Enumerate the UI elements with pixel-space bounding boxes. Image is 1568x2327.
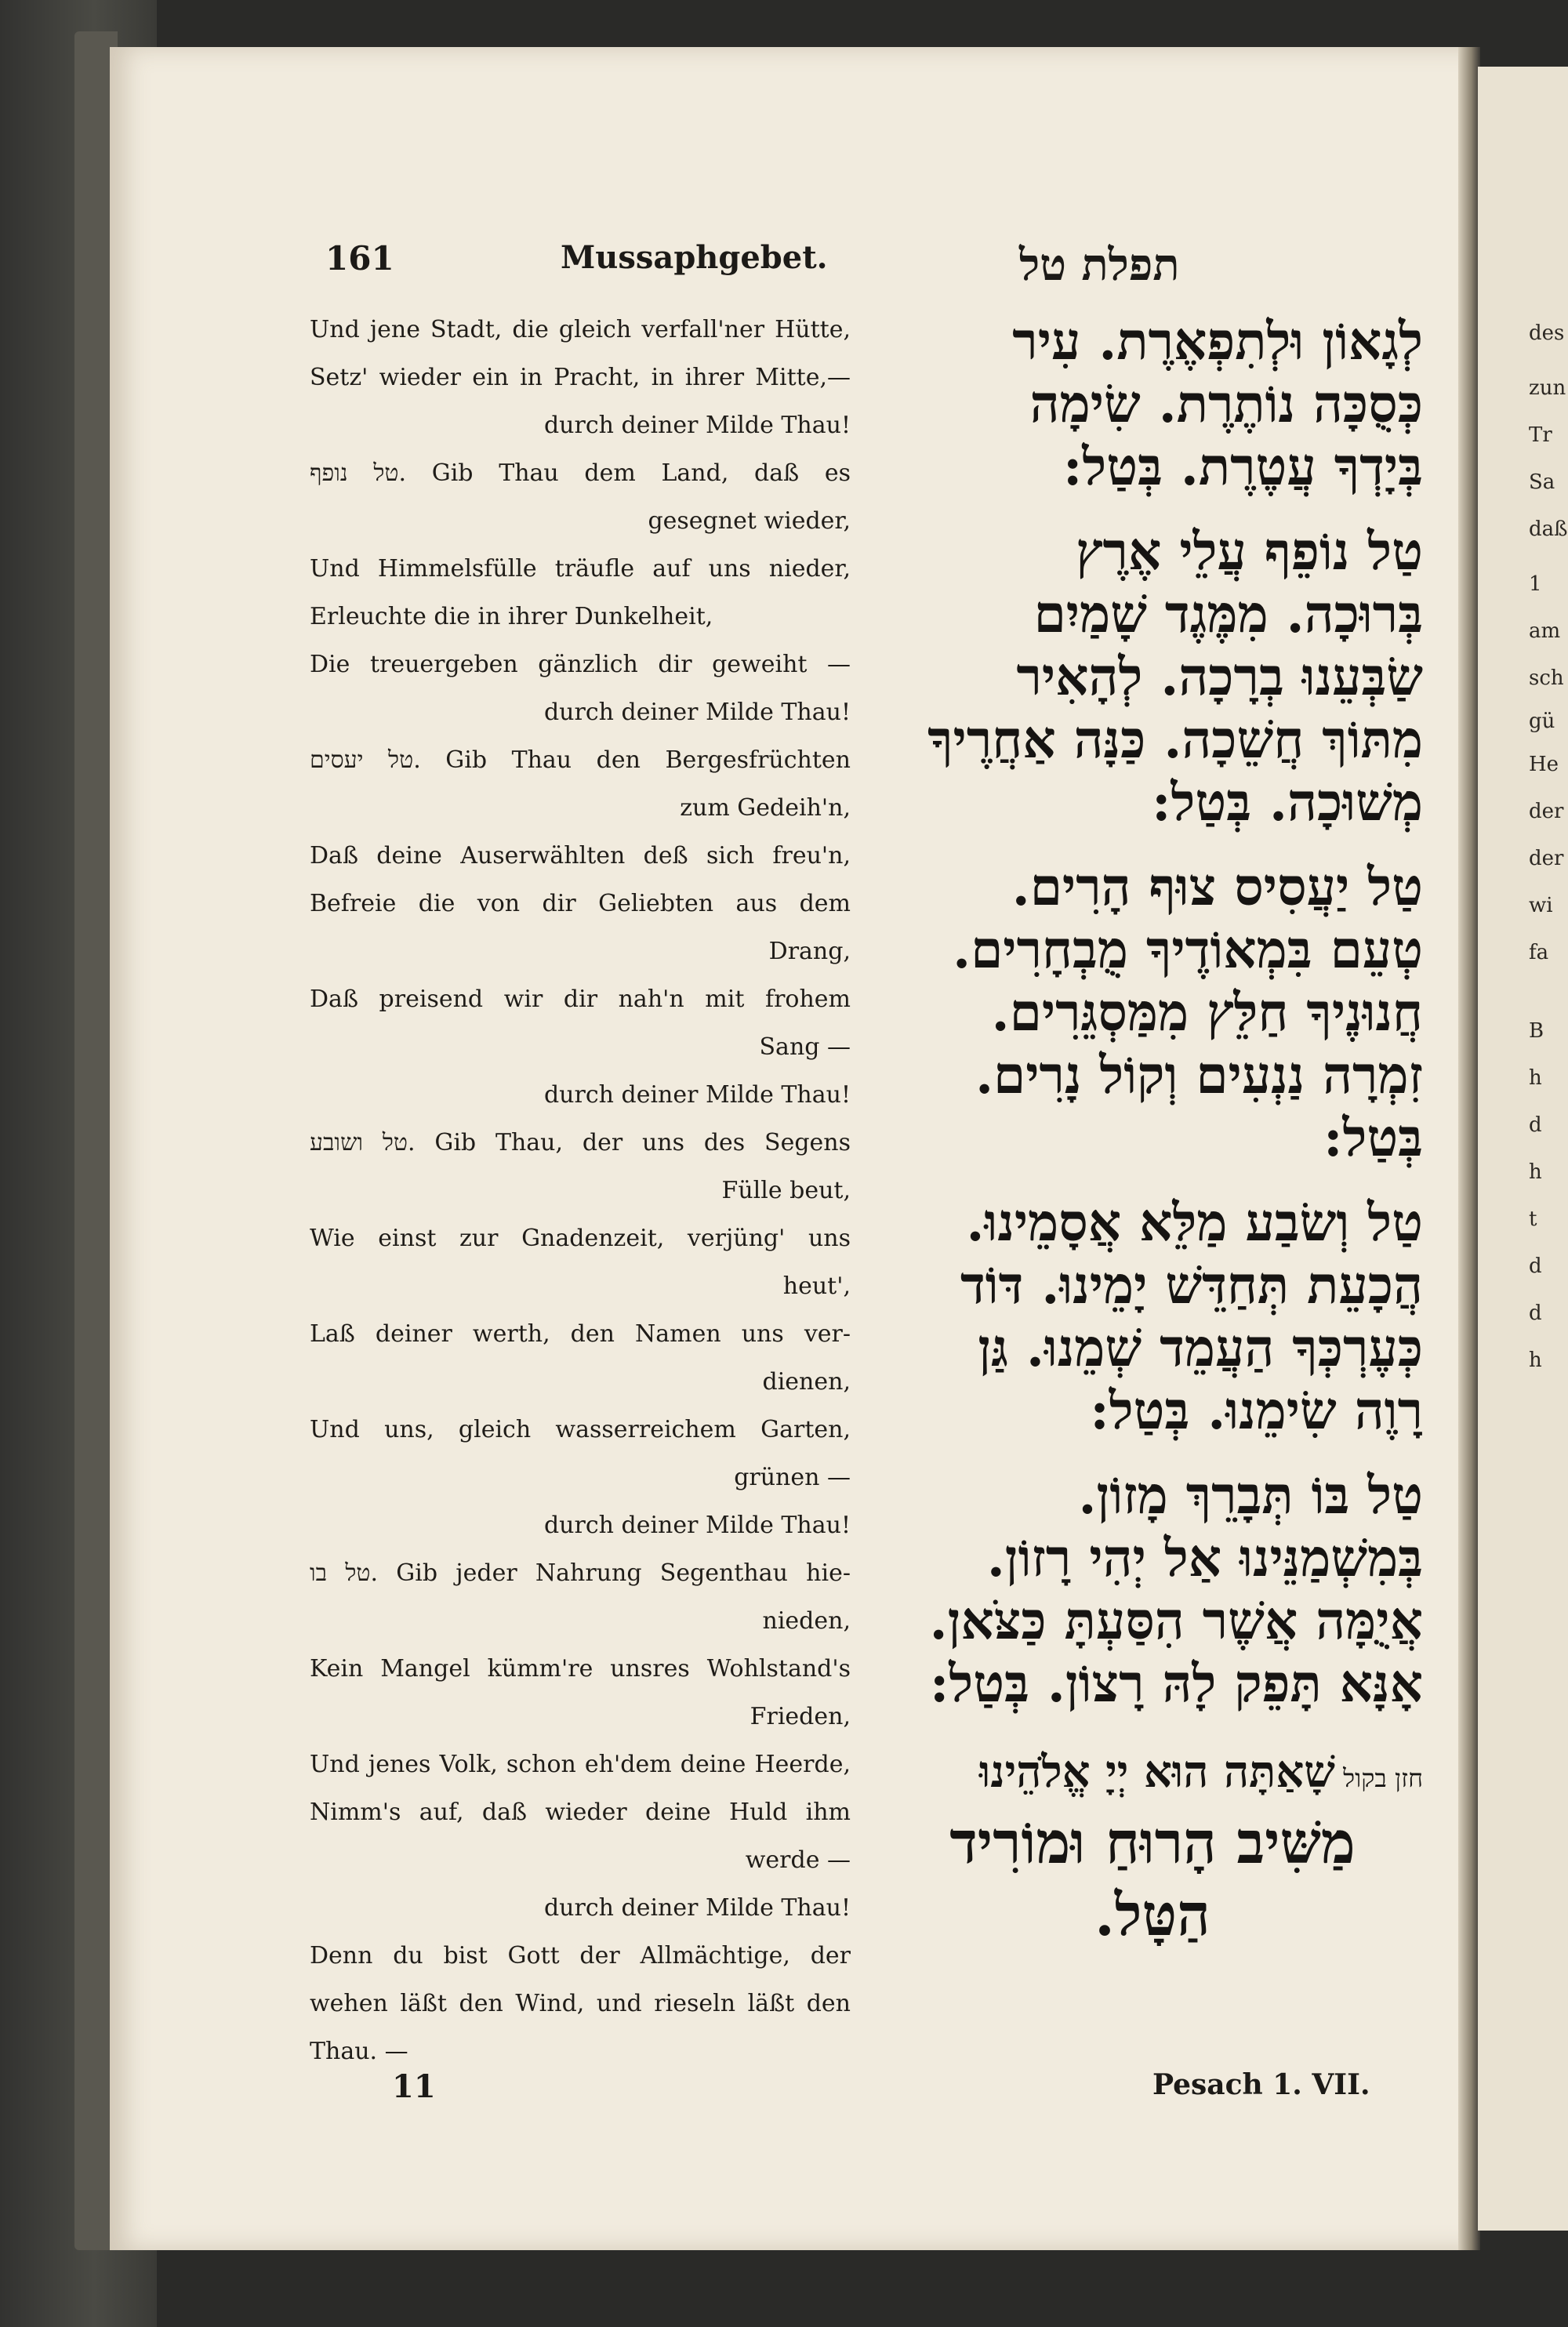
german-line [310, 1884, 851, 1932]
german-line-text: . Gib Thau dem Land, daß es [398, 459, 851, 487]
german-line-text: Drang, [768, 938, 851, 965]
edge-word: der [1529, 800, 1564, 823]
german-line [310, 1406, 851, 1454]
german-line [310, 736, 851, 784]
german-line-text: gesegnet wieder, [648, 507, 851, 535]
german-line-text: durch deiner Milde Thau! [543, 1081, 851, 1109]
edge-word: d [1529, 1301, 1542, 1325]
german-line-text: Und jene Stadt, die gleich verfall'ner Hütte, [310, 316, 851, 343]
edge-word: h [1529, 1066, 1542, 1090]
german-line [310, 1214, 851, 1262]
german-line-text: Die treuergeben gänzlich dir geweiht — [310, 651, 851, 678]
german-line [310, 1693, 851, 1741]
german-line [310, 1454, 851, 1501]
german-line-text: Erleuchte die in ihrer Dunkelheit, [310, 603, 713, 630]
german-line-text: Setz' wieder ein in Pracht, in ihrer Mitte,— [310, 364, 851, 391]
german-line-text: durch deiner Milde Thau! [543, 412, 851, 439]
german-line [310, 1167, 851, 1214]
german-line [310, 975, 851, 1023]
german-line [310, 688, 851, 736]
german-line-text: Befreie die von dir Geliebten aus dem [310, 890, 851, 917]
edge-word: Tr [1529, 423, 1552, 447]
german-line [310, 832, 851, 880]
german-line [310, 593, 851, 641]
german-line [310, 928, 851, 975]
german-line [310, 1119, 851, 1167]
german-line-text: Daß preisend wir dir nah'n mit frohem [310, 986, 851, 1013]
hebrew-line: טַל יַעֲסִיס צוּף הָרִים. [1011, 856, 1423, 917]
german-line-text: wehen läßt den Wind, und rieseln läßt den [310, 1990, 851, 2017]
german-line [310, 1310, 851, 1358]
edge-word: Sa [1529, 470, 1555, 494]
hebrew-stanza-cue: טל בו [310, 1559, 371, 1587]
german-line-text: dienen, [762, 1368, 851, 1396]
edge-word: d [1529, 1113, 1542, 1137]
german-line-text: Kein Mangel kümm're unsres Wohlstand's [310, 1655, 851, 1683]
running-title: Mussaphgebet. [561, 239, 828, 276]
edge-word: daß [1529, 517, 1568, 541]
hebrew-line: בְּיָדְךָ עֲטֶרֶת. בְּטַל: [1062, 436, 1423, 497]
hebrew-line: כְּסֻכָּה נוֹתֶרֶת. שִׂימָה [1029, 373, 1423, 434]
signature-number: 11 [392, 2068, 436, 2105]
chazan-line [882, 1744, 1423, 1807]
hebrew-line: בְּטַל: [1323, 1107, 1423, 1168]
hebrew-line: שַׂבְּעֵנוּ בְרָכָה. לְהָאִיר [1016, 646, 1423, 707]
hebrew-line: טְעֵם בִּמְאוֹדֶיךָ מֻבְחָרִים. [953, 919, 1423, 980]
german-line [310, 545, 851, 593]
german-line-text: Fülle beut, [721, 1177, 851, 1204]
german-line-text: Und uns, gleich wasserreichem Garten, [310, 1416, 851, 1443]
german-line [310, 401, 851, 449]
german-line [310, 306, 851, 354]
hebrew-line: כְּעֶרְכְּךָ הַעֲמֵד שְׁמֵנוּ. גַּן [978, 1317, 1423, 1378]
german-line [310, 1645, 851, 1693]
edge-word: 1 [1529, 572, 1542, 596]
german-line [310, 1501, 851, 1549]
german-line [310, 641, 851, 688]
chazan-label: חזן בקול [1334, 1763, 1423, 1793]
german-line [310, 1788, 851, 1836]
german-line [310, 1262, 851, 1310]
german-line-text: Wie einst zur Gnadenzeit, verjüng' uns [310, 1225, 851, 1252]
german-line [310, 1071, 851, 1119]
page-number: 161 [325, 239, 394, 278]
hebrew-line: חֲנוּנֶיךָ חַלֵּץ מִמַּסְגֵּרִים. [991, 982, 1423, 1043]
german-line-text: grünen — [734, 1464, 851, 1491]
hebrew-title: תפלת טל [1019, 239, 1180, 291]
hebrew-line: אָנָּא תָּפֵק לָהּ רָצוֹן. בְּטַל: [929, 1653, 1423, 1714]
hebrew-line: בְּרוּכָה. מִמֶּגֶד שָׁמַיִם [1033, 583, 1423, 644]
edge-word: der [1529, 847, 1564, 870]
german-line-text: . Gib jeder Nahrung Segenthau hie- [370, 1559, 851, 1587]
german-line [310, 1741, 851, 1788]
hebrew-stanza-cue: טל יעסים [310, 746, 414, 774]
hebrew-line: הֲכָעֵת תְּחַדֵּשׁ יָמֵינוּ. דּוֹד [960, 1254, 1423, 1316]
chazan-text: שָׁאַתָּה הוּא יְיָ אֱלֹהֵינוּ [979, 1746, 1335, 1798]
german-line-text: Und Himmelsfülle träufle auf uns nieder, [310, 555, 851, 583]
edge-word: zun [1529, 376, 1566, 400]
edge-word: t [1529, 1207, 1537, 1231]
signature-text: Pesach 1. VII. [1152, 2068, 1370, 2101]
edge-word: B [1529, 1019, 1544, 1043]
german-line [310, 2028, 851, 2075]
german-line-text: durch deiner Milde Thau! [543, 699, 851, 726]
german-line-text: nieden, [762, 1607, 851, 1635]
german-line-text: Thau. — [310, 2038, 408, 2065]
edge-word: gü [1529, 710, 1555, 733]
page-gutter [1458, 47, 1480, 2250]
german-line [310, 354, 851, 401]
german-line-text: Sang — [759, 1033, 851, 1061]
edge-word: wi [1529, 894, 1553, 917]
edge-word: sch [1529, 666, 1564, 690]
hebrew-line: אֲיֻמָּה אֲשֶׁר הִסַּעְתָּ כַּצֹּאן. [929, 1590, 1423, 1651]
edge-word: h [1529, 1349, 1542, 1372]
edge-word: des [1529, 321, 1565, 345]
hebrew-line: מְשׁוּכָה. בְּטַל: [1152, 771, 1423, 833]
closing-blessing-line: הַטָּל. [1094, 1882, 1210, 1949]
german-line [310, 1358, 851, 1406]
german-line [310, 880, 851, 928]
hebrew-line: טַל וְשׂבַע מַלֵּא אֲסָמֵינוּ. [966, 1192, 1423, 1253]
edge-word: He [1529, 753, 1559, 776]
german-line-text: werde — [745, 1846, 851, 1874]
hebrew-text-column [882, 310, 1423, 1951]
german-line [310, 1023, 851, 1071]
edge-word: h [1529, 1160, 1542, 1184]
hebrew-line: טַל נוֹפֵף עֲלֵי אֶרֶץ [1076, 521, 1423, 582]
german-line [310, 1932, 851, 1980]
hebrew-line: טַל בּוֹ תְּבָרֵךְ מָזוֹן. [1078, 1465, 1423, 1526]
hebrew-line: מִתּוֹךְ חֲשֵׁכָה. כַּנָּה אַחֲרֶיךָ [927, 709, 1423, 770]
german-line-text: . Gib Thau den Bergesfrüchten [413, 746, 851, 774]
german-line [310, 1597, 851, 1645]
hebrew-line: רָוֶה שִׂימֵנוּ. בְּטַל: [1090, 1380, 1423, 1441]
hebrew-line: בְּמִשְׁמַנֵּינוּ אַל יְהִי רָזוֹן. [986, 1527, 1423, 1588]
edge-word: fa [1529, 941, 1549, 964]
german-line-text: Denn du bist Gott der Allmächtige, der [310, 1942, 851, 1969]
german-line-text: Laß deiner werth, den Namen uns ver- [310, 1320, 851, 1348]
german-line-text: durch deiner Milde Thau! [543, 1894, 851, 1922]
edge-word: d [1529, 1254, 1542, 1278]
german-line-text: durch deiner Milde Thau! [543, 1512, 851, 1539]
hebrew-stanza-cue: טל נופף [310, 459, 399, 487]
hebrew-line: זִמְרָה נַנְעִים וְקוֹל נָרִים. [975, 1044, 1423, 1105]
german-line-text: . Gib Thau, der uns des Segens [408, 1129, 851, 1156]
german-line-text: Nimm's auf, daß wieder deine Huld ihm [310, 1799, 851, 1826]
hebrew-line: לְגָאוֹן וּלְתִפְאֶרֶת. עִיר [1012, 310, 1423, 372]
german-line [310, 1549, 851, 1597]
closing-blessing-line: מַשִּׁיב הָרוּחַ וּמוֹרִיד [949, 1810, 1356, 1877]
edge-word: am [1529, 619, 1561, 643]
hebrew-stanza-cue: טל ושובע [310, 1129, 408, 1156]
german-line-text: Frieden, [750, 1703, 851, 1730]
german-line-text: zum Gedeih'n, [680, 794, 851, 822]
german-line [310, 449, 851, 497]
german-line-text: Und jenes Volk, schon eh'dem deine Heerde, [310, 1751, 851, 1778]
german-line-text: Daß deine Auserwählten deß sich freu'n, [310, 842, 851, 869]
german-line [310, 1980, 851, 2028]
german-translation-column [310, 306, 851, 2075]
german-line [310, 497, 851, 545]
german-line [310, 1836, 851, 1884]
german-line [310, 784, 851, 832]
german-line-text: heut', [782, 1272, 851, 1300]
